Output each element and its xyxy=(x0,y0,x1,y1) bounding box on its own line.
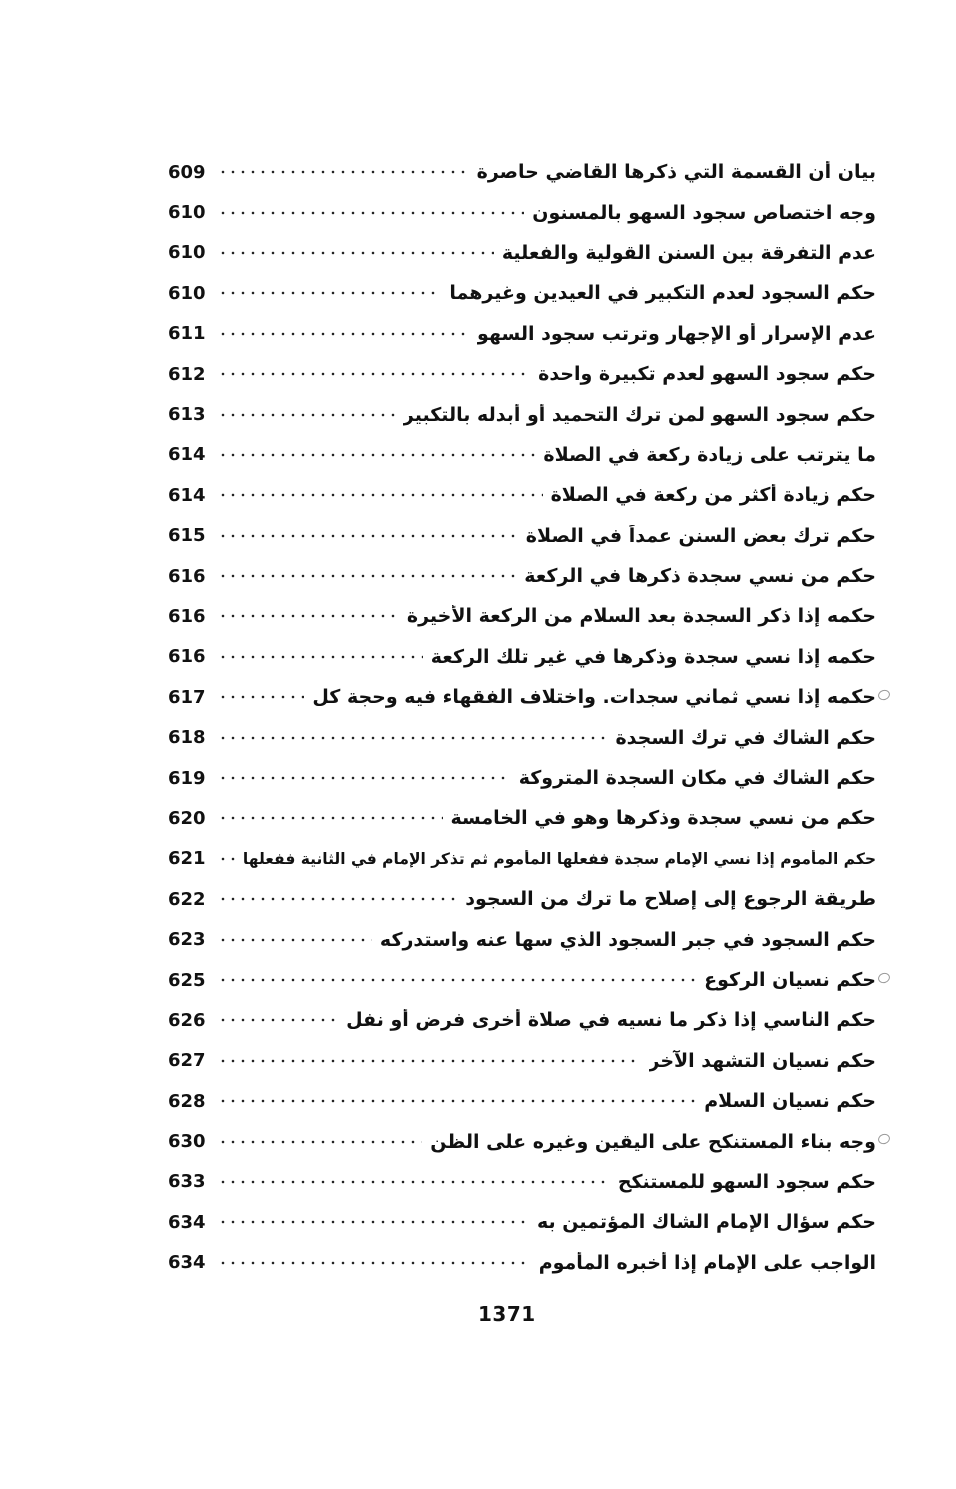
toc-entry-title: حكم الشاك في ترك السجدة xyxy=(615,726,876,749)
toc-entry-page: 630 xyxy=(168,1131,206,1153)
toc-entry xyxy=(168,879,876,919)
toc-entry-page: 634 xyxy=(168,1252,206,1274)
toc-entry-title: طريقة الرجوع إلى إصلاح ما ترك من السجود xyxy=(465,888,876,911)
toc-entry xyxy=(168,1121,876,1161)
dot-leader xyxy=(218,977,696,983)
toc-entry xyxy=(168,152,876,192)
toc-entry-page: 621 xyxy=(168,848,206,870)
toc-entry-page: 613 xyxy=(168,404,206,426)
toc-entry xyxy=(168,516,876,556)
toc-entry-page: 626 xyxy=(168,1009,206,1031)
toc-entry-title: حكم سجود السهو لعدم تكبيرة واحدة xyxy=(538,363,876,386)
margin-mark-icon xyxy=(877,688,892,702)
dot-leader xyxy=(218,573,516,579)
dot-leader xyxy=(218,1260,531,1266)
toc-entry-page: 612 xyxy=(168,363,206,385)
toc-entry-title: حكم نسيان التشهد الآخر xyxy=(648,1049,876,1072)
toc-entry-page: 610 xyxy=(168,202,206,224)
dot-leader xyxy=(218,290,441,296)
toc-entry-title: حكم سجود السهو للمستنكح xyxy=(617,1170,876,1193)
toc-entry-title: حكم نسيان الركوع xyxy=(704,969,876,991)
dot-leader xyxy=(218,1017,338,1023)
toc-entry-page: 625 xyxy=(168,969,206,991)
toc-entry-title: حكم من نسي سجدة وذكرها وهو في الخامسة xyxy=(450,807,876,830)
toc-entry-title: حكم السجود لعدم التكبير في العيدين وغيرهما xyxy=(449,282,876,305)
dot-leader xyxy=(218,250,494,256)
toc-entry xyxy=(168,637,876,677)
toc-entry-page: 628 xyxy=(168,1090,206,1112)
toc-entry-title: بيان أن القسمة التي ذكرها القاضي حاصرة xyxy=(476,161,876,184)
toc-entry xyxy=(168,960,876,1000)
toc-entry-page: 616 xyxy=(168,565,206,587)
toc-entry-page: 623 xyxy=(168,929,206,951)
dot-leader xyxy=(218,371,530,377)
toc-entry-title: وجه اختصاص سجود السهو بالمسنون xyxy=(532,201,876,224)
dot-leader xyxy=(218,1219,529,1225)
toc-entry xyxy=(168,192,876,232)
dot-leader xyxy=(218,533,518,539)
toc-entry-title: عدم التفرقة بين السنن القولية والفعلية xyxy=(501,241,876,264)
toc-entry-title: حكم سؤال الإمام الشاك المؤتمين به xyxy=(536,1211,876,1234)
toc-entry xyxy=(168,435,876,475)
margin-mark-icon xyxy=(877,971,892,985)
toc-entry xyxy=(168,798,876,838)
toc-entry-page: 620 xyxy=(168,807,206,829)
dot-leader xyxy=(218,331,469,337)
toc-entry xyxy=(168,839,876,879)
dot-leader xyxy=(218,694,304,700)
toc-entry-title: حكم الشاك في مكان السجدة المتروكة xyxy=(518,767,876,790)
toc-entry xyxy=(168,1081,876,1121)
dot-leader xyxy=(218,210,524,216)
toc-entry xyxy=(168,556,876,596)
toc-entry-title: حكم السجود في جبر السجود الذي سها عنه واستدركه xyxy=(379,928,876,951)
toc-entry xyxy=(168,596,876,636)
toc-entry xyxy=(168,758,876,798)
toc-entry-page: 618 xyxy=(168,727,206,749)
toc-entry-page: 614 xyxy=(168,484,206,506)
toc-entry-title: حكم الناسي إذا ذكر ما نسيه في صلاة أخرى فرض أو نفل xyxy=(346,1009,876,1032)
dot-leader xyxy=(218,815,443,821)
toc-entry xyxy=(168,1243,876,1283)
toc-entry-title: وجه بناء المستنكح على اليقين وغيره على الظن xyxy=(430,1130,876,1153)
toc-entry-title: الواجب على الإمام إذا أخبره المأموم xyxy=(538,1251,876,1274)
toc-entry-page: 614 xyxy=(168,444,206,466)
dot-leader xyxy=(218,937,372,943)
dot-leader xyxy=(218,1058,641,1064)
dot-leader xyxy=(218,1098,696,1104)
toc-entry-page: 616 xyxy=(168,605,206,627)
toc-entry xyxy=(168,1202,876,1242)
toc-entry-title: حكمه إذا نسي سجدة وذكرها في غير تلك الركعة xyxy=(430,645,876,668)
toc-entry-title: حكمه إذا نسي ثماني سجدات. واختلاف الفقهاء فيه وحجة كل xyxy=(312,686,876,709)
toc-entry xyxy=(168,1162,876,1202)
dot-leader xyxy=(218,654,423,660)
toc-entry-page: 622 xyxy=(168,888,206,910)
dot-leader xyxy=(218,856,235,862)
toc-entry-title: حكم نسيان السلام xyxy=(704,1090,876,1113)
toc-entry-page: 634 xyxy=(168,1211,206,1233)
toc-entry-page: 616 xyxy=(168,646,206,668)
dot-leader xyxy=(218,613,399,619)
dot-leader xyxy=(218,492,543,498)
dot-leader xyxy=(218,1139,422,1145)
toc-entry-page: 609 xyxy=(168,161,206,183)
dot-leader xyxy=(218,775,511,781)
dot-leader xyxy=(218,412,395,418)
toc-entry-page: 610 xyxy=(168,242,206,264)
toc-entry xyxy=(168,677,876,717)
toc-entry xyxy=(168,919,876,959)
dot-leader xyxy=(218,896,457,902)
toc-entry-title: حكمه إذا ذكر السجدة بعد السلام من الركعة الأخيرة xyxy=(406,605,876,628)
toc-entry-title: عدم الإسرار أو الإجهار وترتب سجود السهو xyxy=(477,322,876,345)
toc-entry-page: 627 xyxy=(168,1050,206,1072)
page-number: 1371 xyxy=(478,1302,536,1326)
toc-entry-page: 611 xyxy=(168,323,206,345)
toc-entry-title: حكم من نسي سجدة ذكرها في الركعة xyxy=(524,565,876,588)
toc-entry xyxy=(168,394,876,434)
toc-entry xyxy=(168,233,876,273)
toc-entry-page: 615 xyxy=(168,525,206,547)
dot-leader xyxy=(218,169,469,175)
toc-entry xyxy=(168,475,876,515)
toc-entry xyxy=(168,1000,876,1040)
toc-entry-title: حكم المأموم إذا نسي الإمام سجدة ففعلها المأموم ثم تذكر الإمام في الثانية ففعلها xyxy=(242,849,876,868)
dot-leader xyxy=(218,735,607,741)
toc-entry-title: حكم زيادة أكثر من ركعة في الصلاة xyxy=(550,484,876,507)
toc-entry xyxy=(168,314,876,354)
table-of-contents xyxy=(168,152,876,1283)
dot-leader xyxy=(218,1179,610,1185)
toc-entry xyxy=(168,717,876,757)
toc-entry xyxy=(168,354,876,394)
toc-entry-page: 610 xyxy=(168,282,206,304)
toc-entry xyxy=(168,273,876,313)
toc-entry-page: 617 xyxy=(168,686,206,708)
margin-mark-icon xyxy=(877,1133,892,1147)
toc-entry-title: ما يترتب على زيادة ركعة في الصلاة xyxy=(543,443,876,466)
toc-entry-title: حكم ترك بعض السنن عمداً في الصلاة xyxy=(525,524,876,547)
toc-entry-page: 619 xyxy=(168,767,206,789)
toc-entry-title: حكم سجود السهو لمن ترك التحميد أو أبدله بالتكبير xyxy=(402,403,876,426)
toc-entry xyxy=(168,1041,876,1081)
dot-leader xyxy=(218,452,535,458)
toc-entry-page: 633 xyxy=(168,1171,206,1193)
